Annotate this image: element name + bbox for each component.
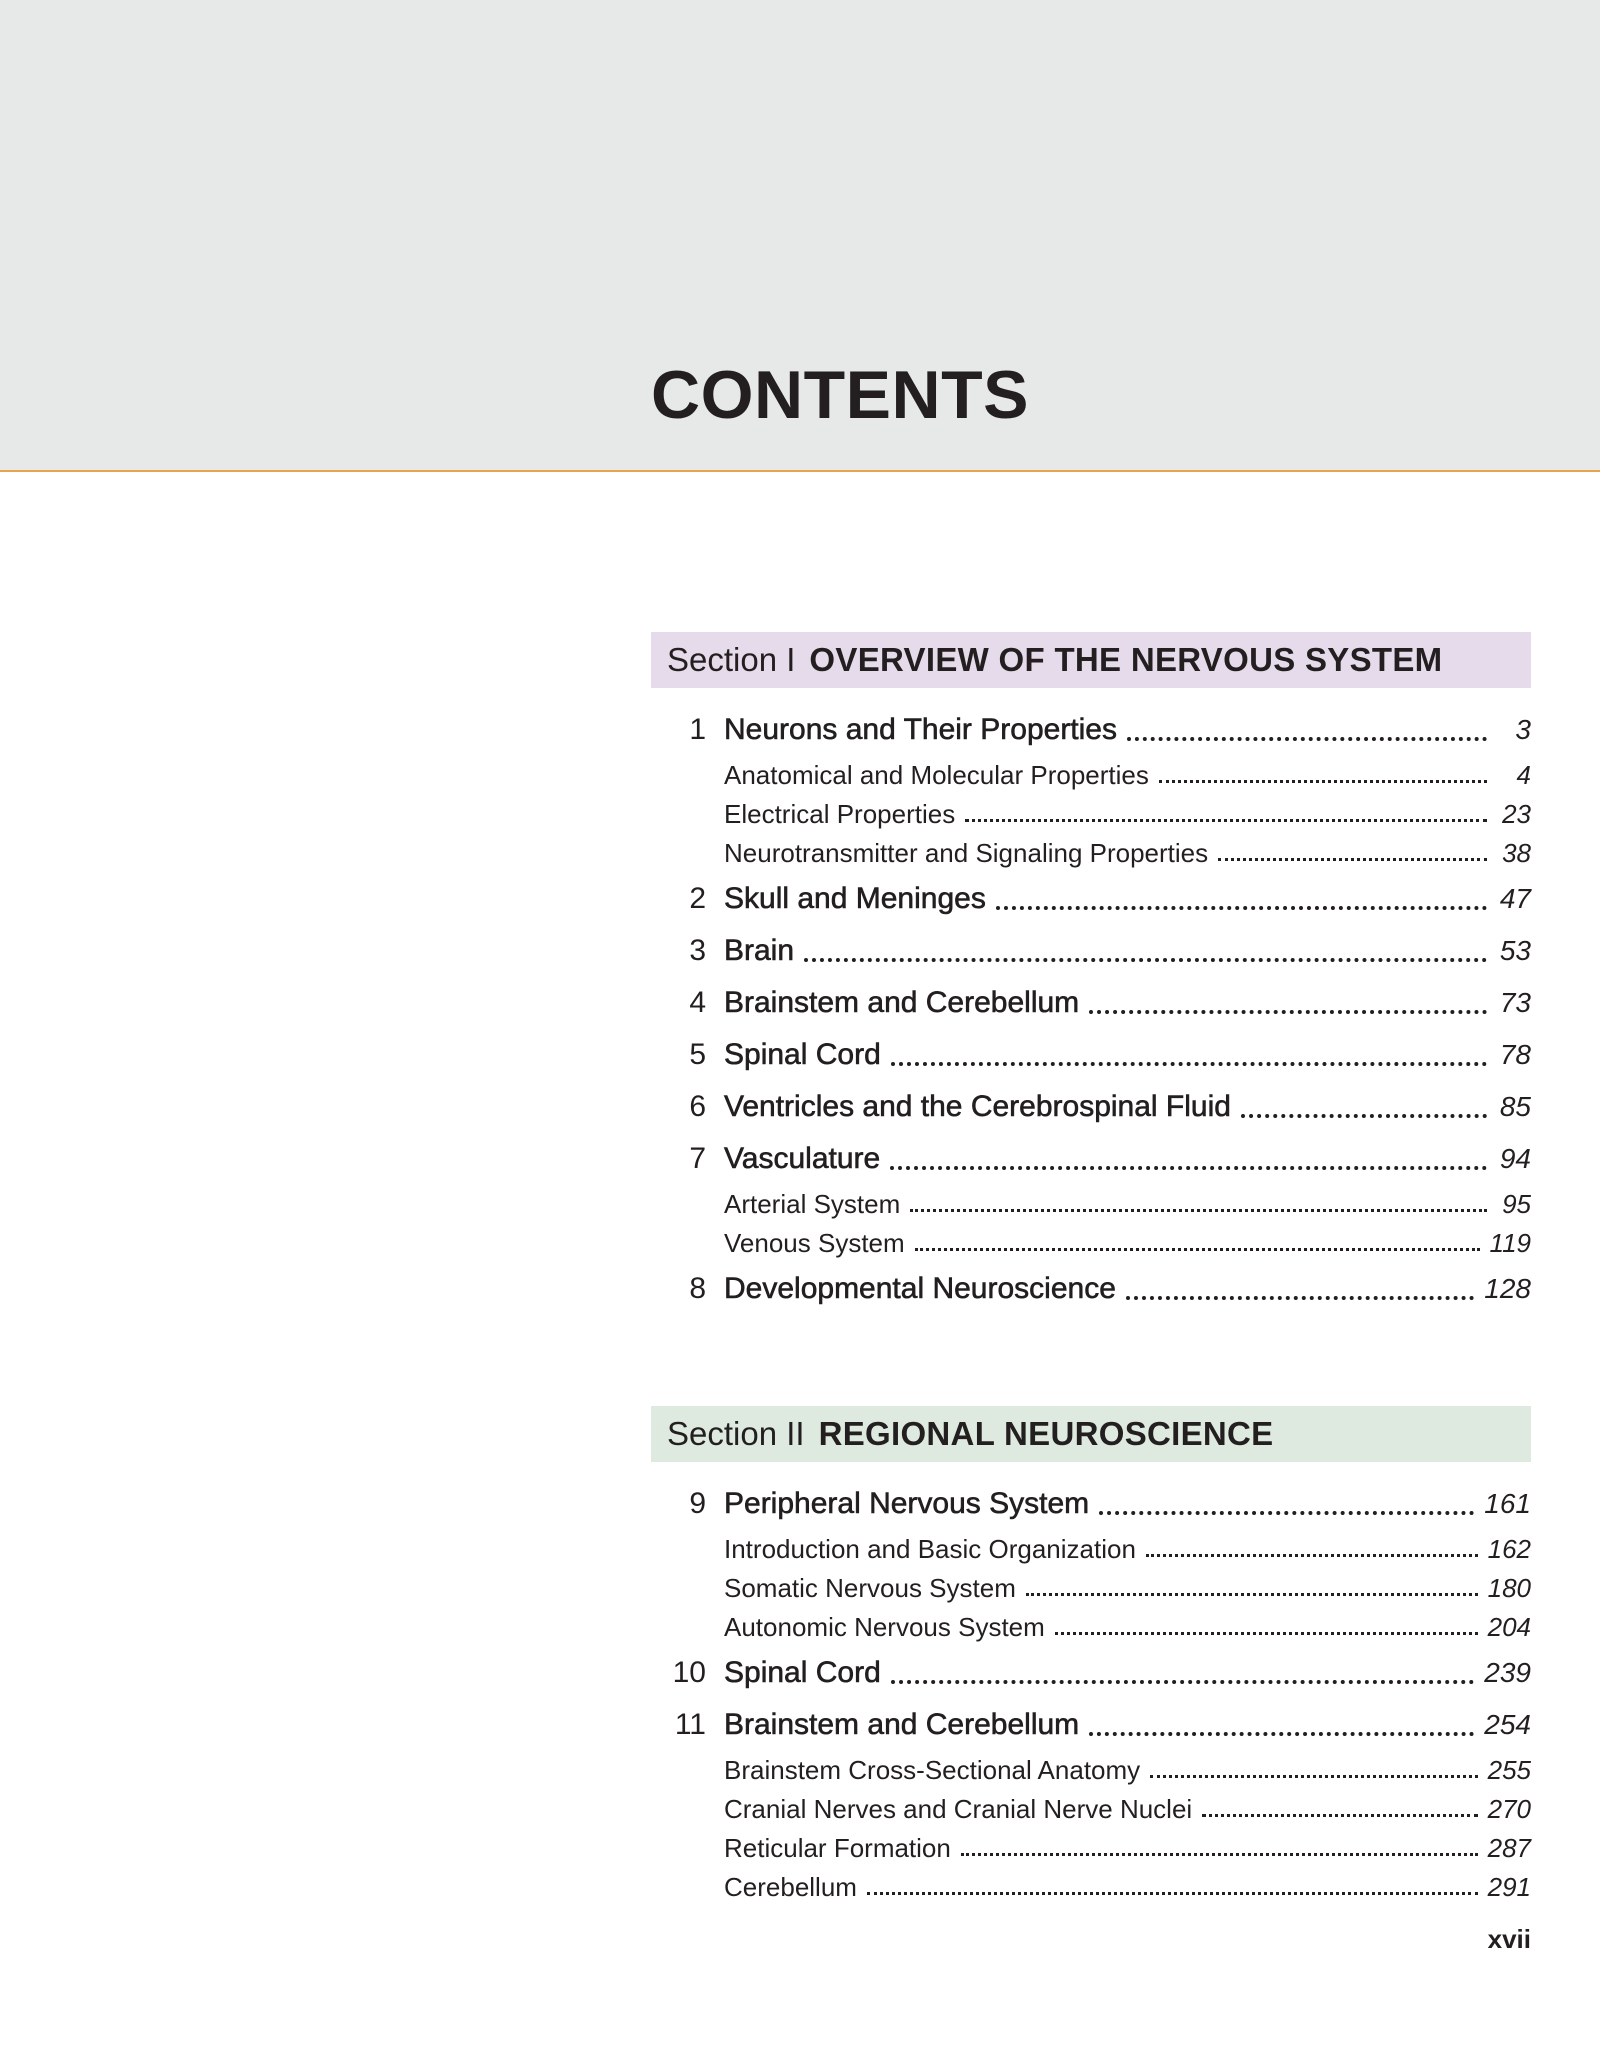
toc-subsection-entry[interactable] [651,1790,1531,1829]
page-title: CONTENTS [651,357,1029,433]
toc-subsection-entry[interactable] [651,1530,1531,1569]
page-number: 255 [1487,1755,1531,1785]
page-number: 47 [1499,883,1531,914]
page-number: 128 [1484,1273,1531,1304]
toc-chapter-entry[interactable] [651,1478,1531,1530]
page-number: 254 [1484,1709,1531,1740]
toc-chapter-entry[interactable] [651,873,1531,925]
subsection-title: Introduction and Basic Organization [724,1534,1136,1564]
chapter-number: 6 [689,1090,706,1123]
dot-leader [891,1040,1487,1070]
toc-chapter-entry[interactable] [651,977,1531,1029]
chapter-number: 2 [689,882,706,915]
page-number: 162 [1487,1534,1531,1564]
section-label: Section II [667,1415,805,1452]
toc-chapter-entry[interactable] [651,1029,1531,1081]
page-number: 287 [1487,1833,1531,1863]
toc-list [651,1478,1531,1907]
subsection-title: Cranial Nerves and Cranial Nerve Nuclei [724,1794,1193,1824]
subsection-title: Arterial System [724,1189,901,1219]
toc-subsection-entry[interactable] [651,1868,1531,1907]
dot-leader [1089,1710,1474,1740]
dot-leader [891,1658,1475,1688]
toc-list [651,704,1531,1315]
dot-leader [961,1836,1478,1862]
toc-subsection-entry[interactable] [651,1829,1531,1868]
chapter-title: Brain [724,934,795,967]
page-number: 4 [1516,760,1531,790]
toc-subsection-entry[interactable] [651,1608,1531,1647]
dot-leader [804,936,1487,966]
dot-leader [1159,763,1487,789]
chapter-number: 7 [689,1142,706,1175]
section-header-bar [651,1406,1531,1462]
toc-chapter-entry[interactable] [651,1263,1531,1315]
dot-leader [1241,1092,1487,1122]
toc-subsection-entry[interactable] [651,1569,1531,1608]
page-number: 270 [1487,1794,1531,1824]
subsection-title: Venous System [724,1228,905,1258]
subsection-title: Electrical Properties [724,799,956,829]
page-number: 95 [1502,1189,1531,1219]
toc-chapter-entry[interactable] [651,1647,1531,1699]
dot-leader [867,1875,1478,1901]
toc-subsection-entry[interactable] [651,1185,1531,1224]
dot-leader [1127,715,1487,745]
chapter-title: Neurons and Their Properties [724,713,1117,746]
section-heading: REGIONAL NEUROSCIENCE [818,1415,1274,1452]
page-number: 239 [1484,1657,1531,1688]
page-number: 78 [1499,1039,1531,1070]
subsection-title: Cerebellum [724,1872,857,1902]
page-folio: xvii [1487,1924,1531,1954]
dot-leader [1099,1489,1474,1519]
section-label: Section I [667,641,796,678]
chapter-title: Peripheral Nervous System [724,1487,1090,1520]
chapter-number: 1 [689,713,706,746]
dot-leader [1055,1615,1478,1641]
toc-chapter-entry[interactable] [651,1133,1531,1185]
chapter-number: 9 [689,1487,706,1520]
dot-leader [1202,1797,1477,1823]
page-number: 3 [1515,714,1531,745]
chapter-title: Developmental Neuroscience [724,1272,1116,1305]
page-number: 53 [1499,935,1531,966]
chapter-number: 8 [689,1272,706,1305]
chapter-title: Spinal Cord [724,1656,881,1689]
subsection-title: Somatic Nervous System [724,1573,1016,1603]
chapter-number: 10 [672,1656,706,1689]
page-number: 73 [1499,987,1531,1018]
dot-leader [1146,1537,1478,1563]
toc-chapter-entry[interactable] [651,704,1531,756]
page-number: 38 [1502,838,1531,868]
page-number: 291 [1487,1872,1531,1902]
subsection-title: Brainstem Cross-Sectional Anatomy [724,1755,1141,1785]
toc-subsection-entry[interactable] [651,834,1531,873]
section-header-bar [651,632,1531,688]
dot-leader [915,1231,1480,1257]
subsection-title: Reticular Formation [724,1833,951,1863]
dot-leader [996,884,1487,914]
toc-chapter-entry[interactable] [651,1699,1531,1751]
dot-leader [1026,1576,1478,1602]
dot-leader [1089,988,1487,1018]
subsection-title: Neurotransmitter and Signaling Properties [724,838,1209,868]
dot-leader [965,802,1487,828]
toc-chapter-entry[interactable] [651,1081,1531,1133]
toc-chapter-entry[interactable] [651,925,1531,977]
page-number: 94 [1499,1143,1531,1174]
page-number: 85 [1499,1091,1531,1122]
subsection-title: Autonomic Nervous System [724,1612,1045,1642]
page-number: 161 [1484,1488,1531,1519]
section-overview [651,632,1531,1315]
dot-leader [1218,841,1487,867]
chapter-title: Ventricles and the Cerebrospinal Fluid [724,1090,1231,1123]
dot-leader [890,1144,1487,1174]
toc-subsection-entry[interactable] [651,795,1531,834]
chapter-number: 11 [674,1708,706,1741]
dot-leader [910,1192,1487,1218]
chapter-number: 3 [689,934,706,967]
page-number: 204 [1487,1612,1531,1642]
page-number: 119 [1489,1228,1531,1258]
page-number: 180 [1487,1573,1531,1603]
toc-subsection-entry[interactable] [651,756,1531,795]
page-number: 23 [1502,799,1531,829]
chapter-title: Vasculature [724,1142,881,1175]
section-heading: OVERVIEW OF THE NERVOUS SYSTEM [809,641,1443,678]
subsection-title: Anatomical and Molecular Properties [724,760,1149,790]
toc-subsection-entry[interactable] [651,1751,1531,1790]
chapter-number: 4 [689,986,706,1019]
section-regional [651,1406,1531,1907]
chapter-title: Brainstem and Cerebellum [724,986,1080,1019]
chapter-number: 5 [689,1038,706,1071]
dot-leader [1126,1274,1474,1304]
chapter-title: Spinal Cord [724,1038,881,1071]
chapter-title: Skull and Meninges [724,882,986,915]
toc-subsection-entry[interactable] [651,1224,1531,1263]
chapter-title: Brainstem and Cerebellum [724,1708,1080,1741]
dot-leader [1150,1758,1477,1784]
